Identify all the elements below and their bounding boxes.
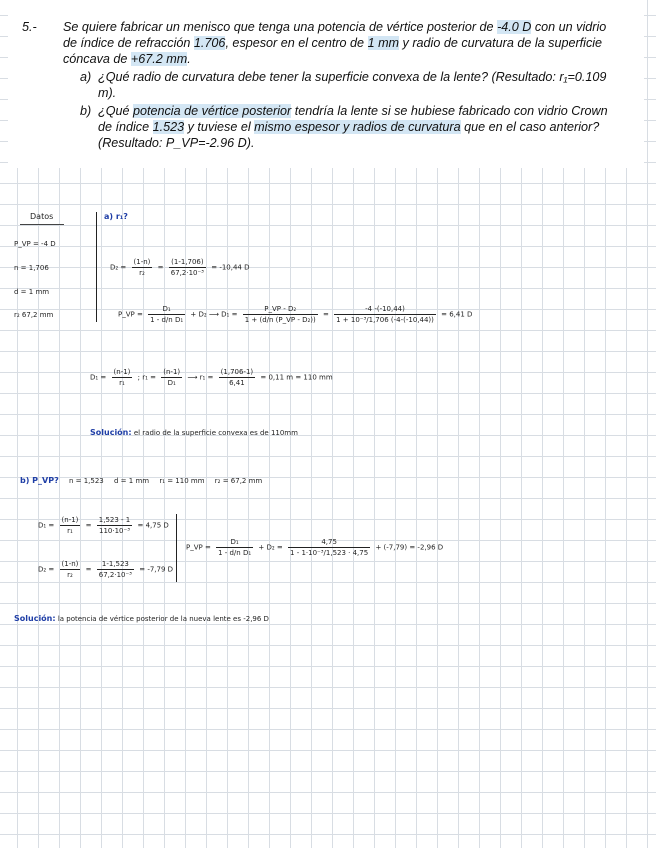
dato-d: d = 1 mm — [14, 288, 50, 296]
question-a-line-2: m). — [98, 86, 117, 100]
part-b-header: b) P_VP? n = 1,523 d = 1 mm r₁ = 110 mm r₂ = 67,2 mm — [20, 476, 263, 485]
eq-pvp-solve-d1: P_VP = $\frac{\text{D₁}}{\text{1 - d/n D₁}}$ + D₂ ⟶ D₁ = $\frac{\text{P\_VP - D₂}}{\text{1 + (d/n (P\_VP - D₂))}}$ = $\frac{-4 -(-10,44)}{\text{1 + 10⁻³/1,706 (-4-(-10,44))}}$ = 6,41 D — [118, 305, 473, 324]
problem-number: 5.- — [22, 20, 37, 34]
eq-r1: D₁ = $\frac{(n-1)}{\text{r₁}}$ ; r₁ = $\frac{(n-1)}{\text{D₁}}$ ⟶ r₁ = $\frac{(1,706-1)}{6,41}$ = 0,11 m = 110 mm — [90, 368, 333, 387]
problem-line-3: cóncava de +67.2 mm. — [63, 52, 191, 66]
problem-statement — [8, 0, 644, 168]
question-b-line-2: de índice 1.523 y tuviese el mismo espesor y radios de curvatura que en el caso anterior? — [98, 120, 600, 134]
datos-underline — [20, 224, 64, 225]
eq-b-pvp: P_VP = $\frac{\text{D₁}}{\text{1 - d/n D₁}}$ + D₂ = $\frac{4,75}{\text{1 - 1·10⁻³/1,523 · 4,75}}$ + (-7,79) = -2,96 D — [186, 538, 444, 557]
part-a-heading: a) r₁? — [104, 212, 128, 221]
datos-divider — [96, 212, 97, 322]
dato-r2: r₂ 67,2 mm — [14, 311, 54, 319]
dato-pvp: P_VP = -4 D — [14, 240, 56, 248]
datos-heading: Datos — [30, 212, 54, 221]
solution-a: Solución: el radio de la superficie convexa es de 110mm — [90, 428, 298, 437]
question-b-label: b) — [80, 104, 92, 118]
question-b-line-1: ¿Qué potencia de vértice posterior tendría la lente si se hubiese fabricado con vidrio Crown — [98, 104, 608, 118]
problem-line-1: Se quiere fabricar un menisco que tenga una potencia de vértice posterior de -4.0 D con un vidrio — [63, 20, 607, 34]
eq-d2-fraction: $\frac{(1-n)}{\text{r₂}}$ — [133, 258, 151, 277]
solution-b: Solución: la potencia de vértice posterior de la nueva lente es -2,96 D — [14, 614, 269, 623]
eq-b-d1: D₁ = $\frac{(n-1)}{\text{r₁}}$ = $\frac{1,523 - 1}{\text{110·10⁻³}}$ = 4,75 D — [38, 516, 169, 535]
question-a-line-1: ¿Qué radio de curvatura debe tener la superficie convexa de la lente? (Resultado: r₁=0.109 — [98, 70, 607, 84]
eq-d2: D₂ = $\frac{(1-n)}{\text{r₂}}$ = $\frac{(1-1,706)}{\text{67,2·10⁻³}}$ = -10,44 D — [110, 258, 250, 277]
brace-b — [176, 514, 177, 582]
problem-line-2: de índice de refracción 1.706, espesor en el centro de 1 mm y radio de curvatura de la superficie — [63, 36, 603, 50]
eq-b-d2: D₂ = $\frac{(1-n)}{\text{r₂}}$ = $\frac{1-1,523}{\text{67,2·10⁻³}}$ = -7,79 D — [38, 560, 174, 579]
eq-d2-fraction-values: $\frac{(1-1,706)}{\text{67,2·10⁻³}}$ — [170, 258, 204, 277]
question-a-label: a) — [80, 70, 92, 84]
dato-n: n = 1,706 — [14, 264, 49, 272]
question-b-line-3: (Resultado: P_VP=-2.96 D). — [98, 136, 255, 150]
